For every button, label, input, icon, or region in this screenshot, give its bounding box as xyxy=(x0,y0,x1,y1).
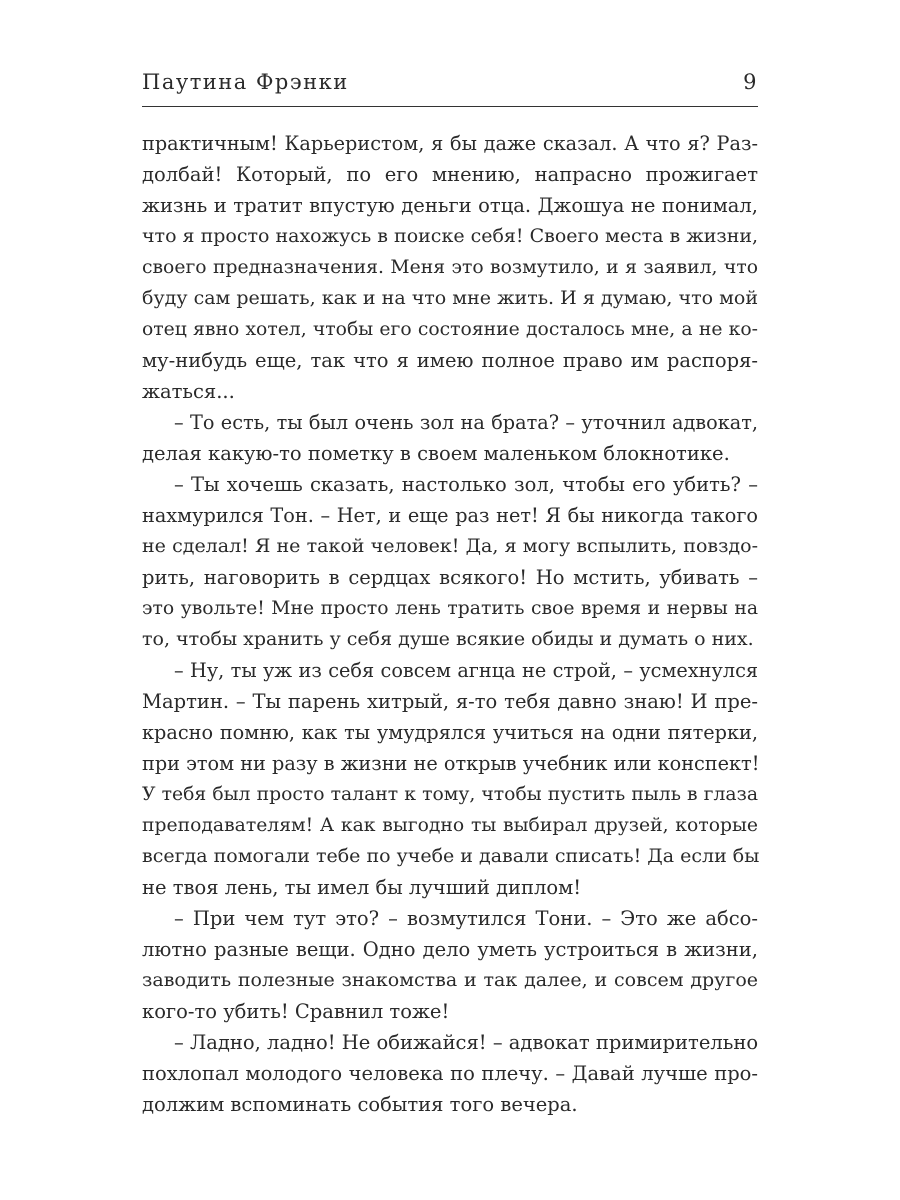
text-line: отец явно хотел, чтобы его состояние досталось мне, а не ко- xyxy=(142,319,758,340)
text-line: это увольте! Мне просто лень тратить свое время и нервы на xyxy=(142,598,758,619)
text-line: лютно разные вещи. Одно дело уметь устроиться в жизни, xyxy=(142,938,758,961)
text-line: – Ладно, ладно! Не обижайся! – адвокат примирительно xyxy=(174,1031,759,1054)
running-header xyxy=(142,70,758,100)
text-line: всегда помогали тебе по учебе и давали списать! Да если бы xyxy=(142,845,760,867)
body-text xyxy=(142,128,758,1120)
text-line: – То есть, ты был очень зол на брата? – уточнил адвокат, xyxy=(174,411,758,434)
header-rule xyxy=(142,106,758,107)
text-line: что я просто нахожусь в поиске себя! Своего места в жизни, xyxy=(142,225,759,247)
text-line: то, чтобы хранить у себя душе всякие обиды и думать о них. xyxy=(142,628,754,650)
text-line: Мартин. – Ты парень хитрый, я-то тебя давно знаю! И пре- xyxy=(142,690,758,713)
text-line: рить, наговорить в сердцах всякого! Но мстить, убивать – xyxy=(142,566,758,589)
text-line: жизнь и тратит впустую деньги отца. Джошуа не понимал, xyxy=(142,194,758,217)
text-line: – При чем тут это? – возмутился Тони. – Это же абсо- xyxy=(174,907,758,930)
text-line: практичным! Карьеристом, я бы даже сказал. А что я? Раз- xyxy=(142,132,758,155)
text-line: – Ты хочешь сказать, настолько зол, чтобы его убить? – xyxy=(174,473,758,496)
text-line: заводить полезные знакомства и так далее, и совсем другое xyxy=(142,969,758,991)
page-number: 9 xyxy=(743,70,758,94)
text-line: при этом ни разу в жизни не открыв учебник или конспект! xyxy=(142,752,760,775)
text-line: нахмурился Тон. – Нет, и еще раз нет! Я бы никогда такого xyxy=(142,504,758,527)
text-line: У тебя был просто талант к тому, чтобы пустить пыль в глаза xyxy=(142,784,758,805)
text-line: преподавателям! А как выгодно ты выбирал друзей, которые xyxy=(142,815,758,836)
text-line: должим вспоминать события того вечера. xyxy=(142,1093,578,1116)
text-line: не сделал! Я не такой человек! Да, я могу вспылить, повздо- xyxy=(142,535,758,557)
text-line: кого-то убить! Сравнил тоже! xyxy=(142,1000,450,1023)
text-line: долбай! Который, по его мнению, напрасно прожигает xyxy=(142,163,758,186)
text-line: жаться... xyxy=(142,380,235,403)
text-line: му-нибудь еще, так что я имею полное право им распоря- xyxy=(142,349,758,372)
running-title: Паутина Фрэнки xyxy=(142,70,349,94)
text-line: – Ну, ты уж из себя совсем агнца не строй, – усмехнулся xyxy=(174,659,758,682)
text-line: не твоя лень, ты имел бы лучший диплом! xyxy=(142,876,582,899)
text-line: своего предназначения. Меня это возмутило, и я заявил, что xyxy=(142,257,758,278)
text-line: похлопал молодого человека по плечу. – Давай лучше про- xyxy=(142,1062,758,1085)
text-line: делая какую-то пометку в своем маленьком блокнотике. xyxy=(142,442,730,465)
text-line: буду сам решать, как и на что мне жить. И я думаю, что мой xyxy=(142,287,758,309)
text-line: красно помню, как ты умудрялся учиться на одни пятерки, xyxy=(142,721,758,744)
